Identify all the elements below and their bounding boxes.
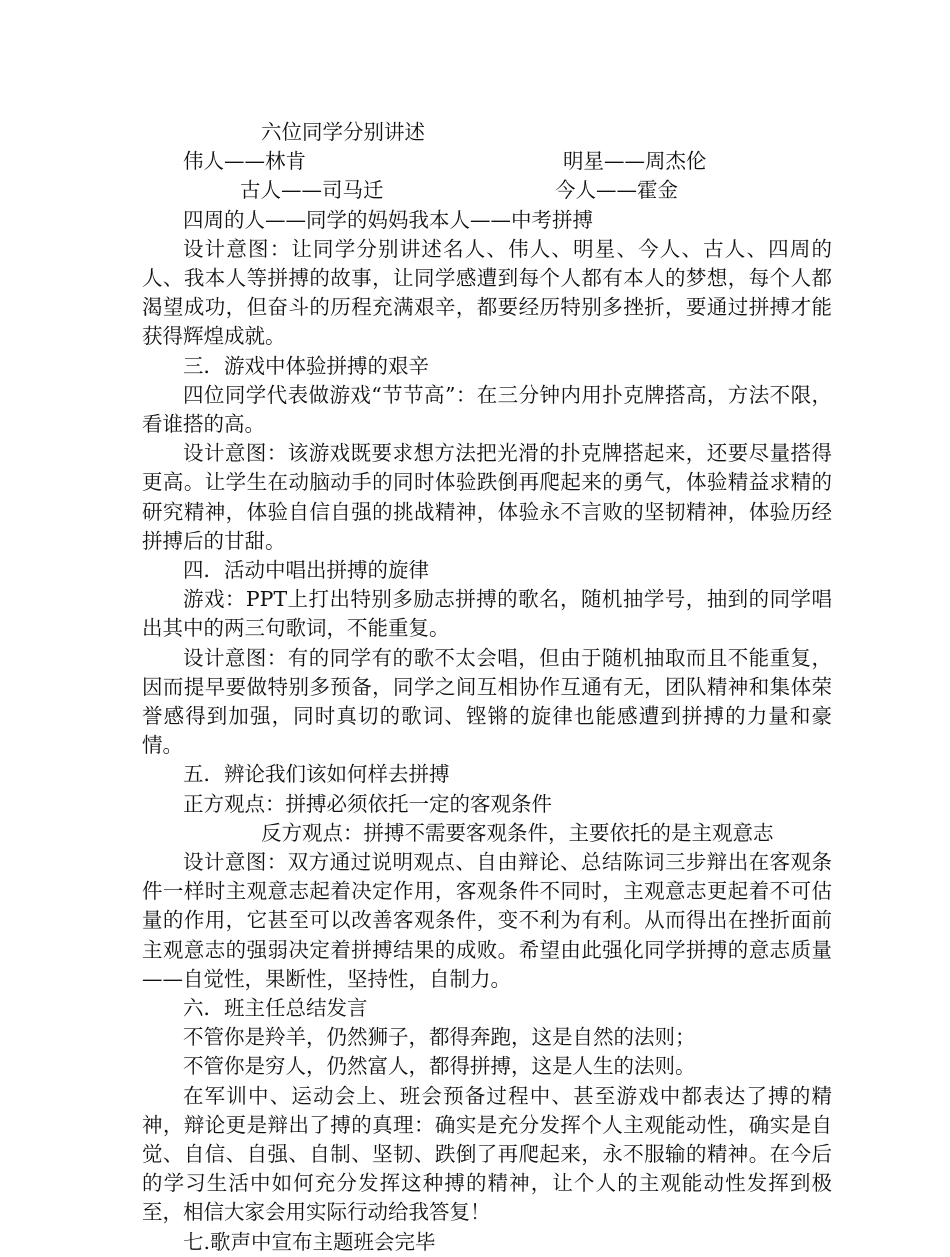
section-five-design-intent: 设计意图：双方通过说明观点、自由辩论、总结陈词三步辩出在客观条件一样时主观意志起着决定作用，客观条件不同时，主观意志更起着不可估量的作用，它甚至可以改善客观条件，变不利为有利。从而得出在挫折面前主观意志的强弱决定着拼搏结果的成败。希望由此强化同学拼搏的意志质量——自觉性，果断性，坚持性，自制力。 <box>142 849 832 991</box>
speaker-star: 明星——周杰伦 <box>563 149 707 174</box>
section-three-game: 四位同学代表做游戏“节节高”：在三分钟内用扑克牌搭高，方法不限，看谁搭的高。 <box>142 382 832 436</box>
speaker-modern: 今人——霍金 <box>555 178 678 203</box>
speaker-pair-1 <box>142 147 832 176</box>
speaker-ancient: 古人——司马迁 <box>240 178 384 203</box>
section-four-game: 游戏：PPT上打出特别多励志拼搏的歌名，随机抽学号，抽到的同学唱出其中的两三句歌词，不能重复。 <box>142 587 832 641</box>
section-six-heading: 六．班主任总结发言 <box>183 995 368 1020</box>
summary-line-2: 不管你是穷人，仍然富人，都得拼搏，这是人生的法则。 <box>183 1054 696 1079</box>
summary-line-1: 不管你是羚羊，仍然狮子，都得奔跑，这是自然的法则； <box>183 1025 696 1050</box>
speaker-surroundings: 四周的人——同学的妈妈我本人——中考拼搏 <box>183 207 593 232</box>
speaker-great-man: 伟人——林肯 <box>183 149 306 174</box>
section-six-summary: 在军训中、运动会上、班会预备过程中、甚至游戏中都表达了搏的精神，辩论更是辩出了搏的真理：确实是充分发挥个人主观能动性，确实是自觉、自信、自强、自制、坚韧、跌倒了再爬起来，永不服输的精神。在今后的学习生活中如何充分发挥这种搏的精神，让个人的主观能动性发挥到极至，相信大家会用实际行动给我答复！ <box>142 1083 832 1225</box>
debate-pro: 正方观点：拼搏必须依托一定的客观条件 <box>183 791 552 816</box>
speaker-pair-2 <box>142 176 832 205</box>
debate-con: 反方观点：拼搏不需要客观条件，主要依托的是主观意志 <box>261 820 774 845</box>
section-two-design-intent: 设计意图：让同学分别讲述名人、伟人、明星、今人、古人、四周的人、我本人等拼搏的故事，让同学感遭到每个人都有本人的梦想，每个人都渴望成功，但奋斗的历程充满艰辛，都要经历特别多挫折，要通过拼搏才能获得辉煌成就。 <box>142 236 832 349</box>
section-three-heading: 三．游戏中体验拼搏的艰辛 <box>183 353 429 378</box>
section-seven-heading: 七.歌声中宣布主题班会完毕 <box>183 1229 436 1254</box>
section-four-design-intent: 设计意图：有的同学有的歌不太会唱，但由于随机抽取而且不能重复，因而提早要做特别多预备，同学之间互相协作互通有无，团队精神和集体荣誉感得到加强，同时真切的歌词、铿锵的旋律也能感遭到拼搏的力量和豪情。 <box>142 645 832 758</box>
section-five-heading: 五．辨论我们该如何样去拼搏 <box>183 762 450 787</box>
section-three-design-intent: 设计意图：该游戏既要求想方法把光滑的扑克牌搭起来，还要尽量搭得更高。让学生在动脑动手的同时体验跌倒再爬起来的勇气，体验精益求精的研究精神，体验自信自强的挑战精神，体验永不言败的坚韧精神，体验历经拼搏后的甘甜。 <box>142 441 832 553</box>
document-page <box>142 118 832 1257</box>
section-four-heading: 四．活动中唱出拼搏的旋律 <box>183 557 429 582</box>
section-two-heading: 六位同学分别讲述 <box>261 120 425 144</box>
